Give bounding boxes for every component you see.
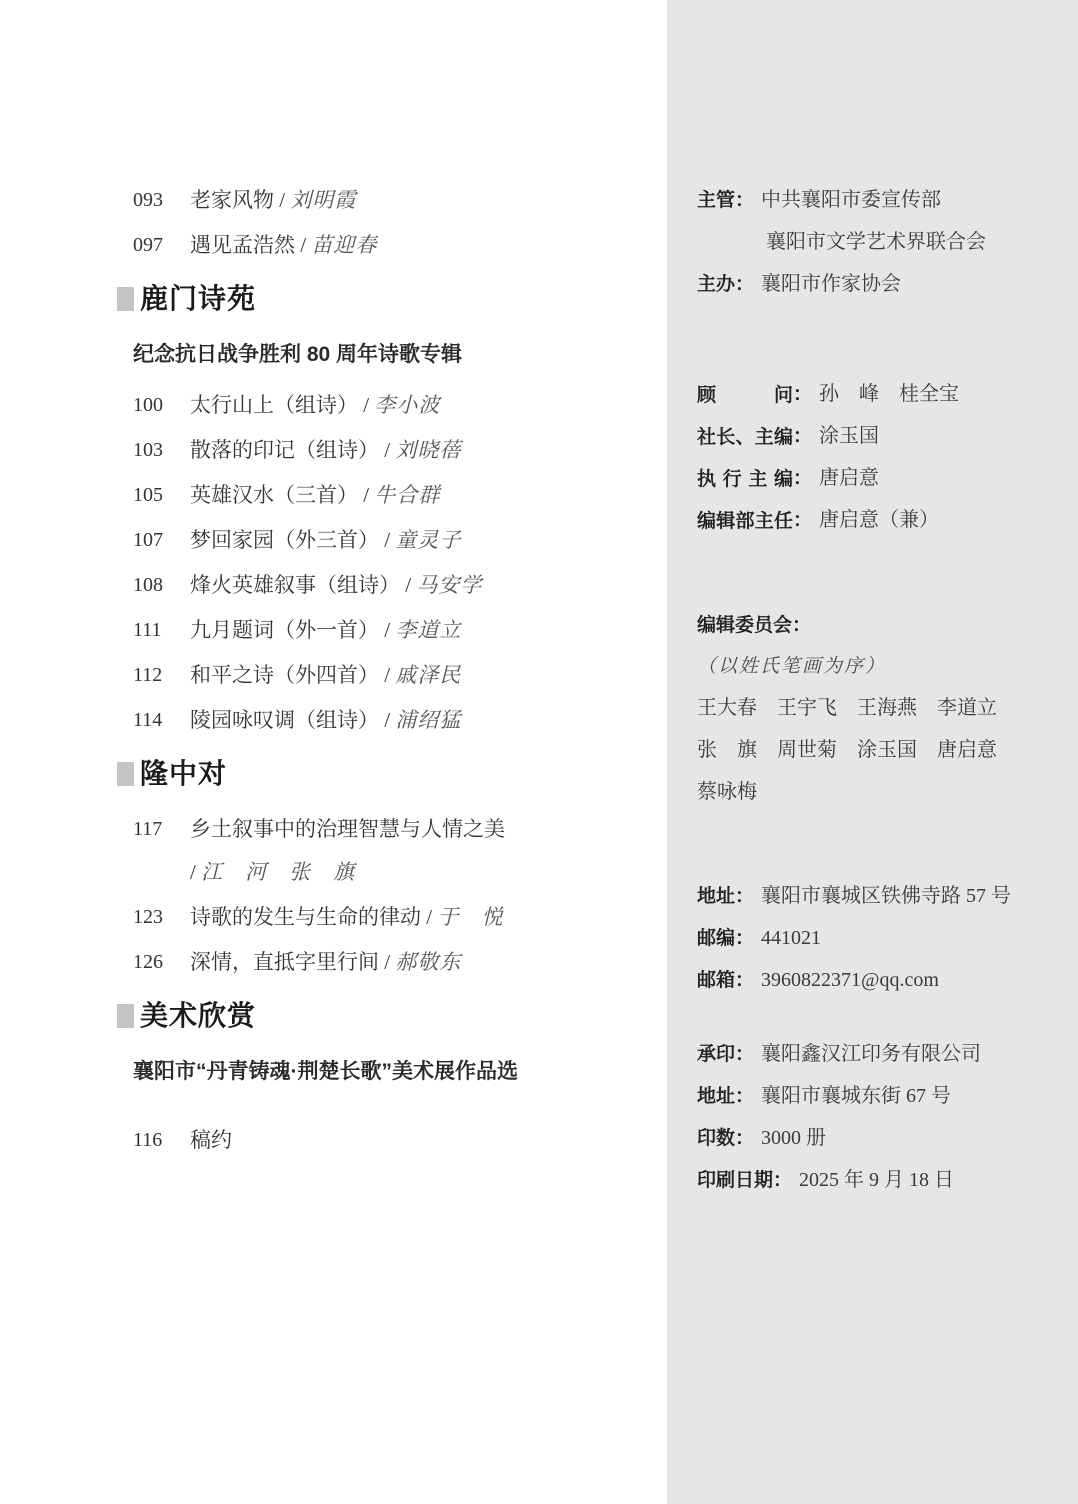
toc-entry (133, 231, 648, 260)
entry-author-line (190, 858, 505, 887)
entry-text (190, 903, 503, 932)
masthead-colon: ： (793, 426, 813, 447)
author-separator: / (274, 188, 291, 212)
page-number: 123 (133, 906, 163, 928)
masthead-label: 执行主编 (697, 469, 793, 490)
page-number: 112 (133, 664, 163, 686)
page-number: 108 (133, 574, 163, 596)
masthead-value: 441021 (761, 927, 822, 949)
entry-text (190, 1126, 232, 1155)
toc-entry (133, 815, 648, 887)
author-separator: / (379, 618, 396, 642)
entry-title: 梦回家园（外三首） (190, 528, 379, 552)
entry-title: 深情，直抵字里行间 (190, 950, 379, 974)
toc-subheading: 纪念抗日战争胜利 80 周年诗歌专辑 (133, 343, 463, 366)
page-number: 114 (133, 709, 163, 731)
masthead-label: 主办 (697, 274, 736, 295)
entry-author: 牛合群 (374, 483, 441, 507)
masthead-label: 编辑委员会 (697, 615, 793, 636)
masthead-line (697, 653, 1060, 682)
section-header (117, 284, 648, 314)
author-separator: / (379, 950, 396, 974)
entry-text (190, 481, 440, 510)
masthead-line (697, 506, 1060, 536)
entry-text (190, 815, 505, 887)
masthead-colon: ： (735, 1086, 755, 1107)
page-number: 116 (133, 1129, 163, 1151)
section-marker-icon (117, 287, 134, 311)
page-number: 105 (133, 484, 163, 506)
masthead-label: 编辑部主任 (697, 511, 793, 532)
masthead-label: 顾问 (697, 385, 793, 406)
page-number: 093 (133, 189, 163, 211)
entry-author: 郝敬东 (395, 950, 462, 974)
page-number: 097 (133, 234, 163, 256)
masthead-value: 襄阳市襄城东街 67 号 (761, 1085, 952, 1107)
entry-author: 戚泽民 (395, 663, 462, 687)
entry-author: 李小波 (374, 393, 441, 417)
masthead-colon: ： (735, 886, 755, 907)
masthead-colon: ： (735, 274, 755, 295)
toc-entry (133, 186, 648, 215)
masthead-colon: ： (793, 384, 813, 405)
masthead-colon: ： (793, 468, 813, 489)
masthead-block (697, 186, 1060, 300)
toc-entry (133, 436, 648, 465)
toc-entry (133, 571, 648, 600)
masthead-label: 承印 (697, 1044, 736, 1065)
masthead-label: 邮编 (697, 928, 736, 949)
page-number: 100 (133, 394, 163, 416)
section-title: 美术欣赏 (140, 1000, 257, 1031)
toc-entry (133, 391, 648, 420)
toc-entry (133, 616, 648, 645)
masthead-value: 唐启意（兼） (819, 509, 940, 531)
entry-author: 刘明霞 (290, 188, 357, 212)
section-header (117, 759, 648, 789)
entry-text (190, 706, 461, 735)
entry-text (190, 616, 461, 645)
masthead-colon: ： (792, 615, 812, 636)
entry-text (190, 186, 356, 215)
masthead-value: 襄阳市襄城区铁佛寺路 57 号 (761, 885, 1012, 907)
masthead-line (697, 380, 1060, 410)
section-marker-icon (117, 1004, 134, 1028)
entry-text (190, 948, 461, 977)
masthead-label: 主管 (697, 190, 736, 211)
entry-author: 童灵子 (395, 528, 462, 552)
masthead-value: 2025 年 9 月 18 日 (799, 1169, 955, 1191)
toc-entry (133, 948, 648, 977)
masthead-colon: ： (735, 1128, 755, 1149)
section-title: 隆中对 (140, 758, 228, 789)
section-title: 鹿门诗苑 (140, 283, 257, 314)
entry-title: 遇见孟浩然 (190, 233, 295, 257)
masthead-line (697, 924, 1060, 954)
masthead-label: 地址 (697, 886, 736, 907)
masthead-value: 孙 峰 桂全宝 (819, 383, 960, 405)
masthead-line (697, 422, 1060, 452)
masthead-value: 唐启意 (819, 467, 880, 489)
section-header (117, 1001, 648, 1031)
page-number: 126 (133, 951, 163, 973)
entry-title: 太行山上（组诗） (190, 393, 358, 417)
masthead-line (697, 1124, 1060, 1154)
masthead-line (697, 1040, 1060, 1070)
entry-text (190, 391, 440, 420)
masthead-label: 社长、主编 (697, 427, 793, 448)
masthead-line (697, 694, 1060, 724)
masthead-colon: ： (735, 928, 755, 949)
masthead-value: 3960822371@qq.com (761, 969, 939, 991)
masthead-colon: ： (735, 190, 755, 211)
author-separator: / (379, 708, 396, 732)
entry-author: 李道立 (395, 618, 462, 642)
entry-title: 陵园咏叹调（组诗） (190, 708, 379, 732)
toc-entry (133, 903, 648, 932)
entry-title: 英雄汉水（三首） (190, 483, 358, 507)
masthead-colon: ： (793, 510, 813, 531)
author-separator: / (295, 233, 312, 257)
masthead-value: 襄阳市作家协会 (761, 273, 902, 295)
entry-text (190, 571, 482, 600)
masthead-colon: ： (773, 1170, 793, 1191)
table-of-contents (133, 186, 648, 1171)
masthead-line (697, 186, 1060, 216)
entry-title: 稿约 (190, 1128, 232, 1152)
masthead-panel (667, 0, 1078, 1504)
masthead-value: 3000 册 (761, 1127, 827, 1149)
masthead-value: 襄阳市文学艺术界联合会 (766, 231, 986, 253)
masthead-line (697, 1166, 1060, 1196)
masthead-value: 中共襄阳市委宣传部 (761, 189, 942, 211)
masthead-colon: ： (735, 970, 755, 991)
author-separator: / (379, 438, 396, 462)
entry-title: 散落的印记（组诗） (190, 438, 379, 462)
author-separator: / (400, 573, 417, 597)
toc-entry (133, 481, 648, 510)
author-separator: / (358, 393, 375, 417)
entry-title: 诗歌的发生与生命的律动 (190, 905, 421, 929)
masthead-line (697, 1082, 1060, 1112)
masthead-line (697, 228, 1060, 258)
toc-entry (133, 706, 648, 735)
masthead-line (697, 778, 1060, 808)
author-separator: / (190, 860, 202, 884)
entry-text (190, 231, 377, 260)
masthead-block (697, 882, 1060, 996)
masthead-block (697, 612, 1060, 808)
sort-note: （以姓氏笔画为序） (697, 656, 887, 677)
entry-author: 江 河 张 旗 (201, 860, 356, 884)
entry-title: 九月题词（外一首） (190, 618, 379, 642)
entry-author: 刘晓蓓 (395, 438, 462, 462)
entry-text (190, 526, 461, 555)
entry-author: 浦绍猛 (395, 708, 462, 732)
toc-subheading: 襄阳市“丹青铸魂·荆楚长歌”美术展作品选 (133, 1060, 518, 1083)
toc-entry (133, 1126, 648, 1155)
entry-title: 烽火英雄叙事（组诗） (190, 573, 400, 597)
masthead-line (697, 464, 1060, 494)
entry-author: 于 悦 (437, 905, 504, 929)
masthead-value: 涂玉国 (819, 425, 880, 447)
section-marker-icon (117, 762, 134, 786)
masthead-block (697, 380, 1060, 536)
masthead-value: 襄阳鑫汉江印务有限公司 (761, 1043, 982, 1065)
entry-title: 老家风物 (190, 188, 274, 212)
entry-author: 苗迎春 (311, 233, 378, 257)
author-separator: / (379, 528, 396, 552)
masthead-line (697, 612, 1060, 641)
masthead-line (697, 736, 1060, 766)
toc-entry (133, 661, 648, 690)
committee-names: 王大春 王宇飞 王海燕 李道立 (697, 697, 997, 719)
masthead-label: 印数 (697, 1128, 736, 1149)
entry-title: 乡土叙事中的治理智慧与人情之美 (190, 817, 505, 841)
masthead-line (697, 966, 1060, 996)
page-number: 107 (133, 529, 163, 551)
masthead-line (697, 270, 1060, 300)
toc-entry (133, 526, 648, 555)
masthead-block (697, 1040, 1060, 1196)
author-separator: / (379, 663, 396, 687)
entry-text (190, 436, 461, 465)
author-separator: / (358, 483, 375, 507)
masthead-label: 印刷日期 (697, 1170, 774, 1191)
masthead-label: 地址 (697, 1086, 736, 1107)
entry-text (190, 661, 461, 690)
entry-title: 和平之诗（外四首） (190, 663, 379, 687)
author-separator: / (421, 905, 438, 929)
page-number: 103 (133, 439, 163, 461)
entry-author: 马安学 (416, 573, 483, 597)
masthead-label: 邮箱 (697, 970, 736, 991)
committee-names: 张 旗 周世菊 涂玉国 唐启意 (697, 739, 997, 761)
page-number: 117 (133, 818, 163, 840)
masthead-line (697, 882, 1060, 912)
masthead-colon: ： (735, 1044, 755, 1065)
page-number: 111 (133, 619, 162, 641)
committee-names: 蔡咏梅 (697, 781, 757, 803)
